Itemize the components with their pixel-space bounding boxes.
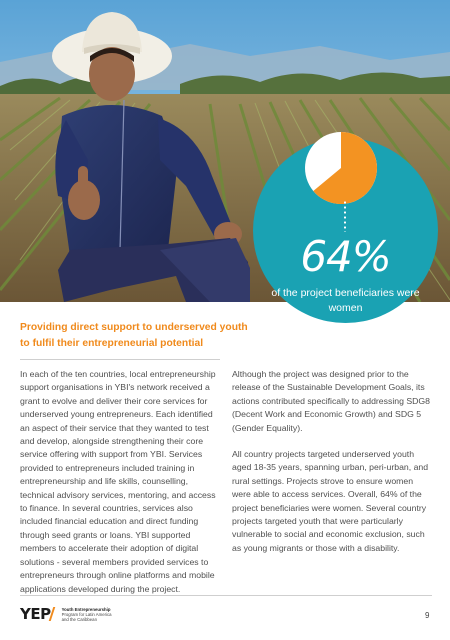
body-paragraph: In each of the ten countries, local entrepreneurship support organisations in YBI's network received a grant to evolve and deliver their core services for underserved young entrepreneurs. Each identified an aspect of their service that they wanted to test and develop, alongside strengthening their core service offering with support from YBI. Services provided to entrepreneurs included training in entrepreneurship and life skills, counselling, technical advisory services, mentoring, and access to finance. In several countries, services also included financial education and direct funding through seed grants or loans. YBI supported members to accelerate their adoption of digital solutions - several members provided services to entrepreneurs through online platforms and mobile applications developed during the project. <box>20 369 216 594</box>
body-paragraph: Although the project was designed prior to the release of the Sustainable Development Goals, its actions contributed specifically to addressing SDG8 (Decent Work and Economic Growth) and SDG 5 (Gender Equality). <box>232 369 430 433</box>
page-number: 9 <box>425 611 430 620</box>
logo-tagline <box>62 607 112 622</box>
logo-line-2: Program for Latin America <box>61 611 112 617</box>
logo-line-1: Youth Entrepreneurship <box>61 606 111 612</box>
dotted-connector <box>344 200 346 232</box>
body-paragraph: All country projects targeted underserved youth aged 18-35 years, spanning urban, peri-urban, and rural settings. Projects strove to ensure women were able to access services. Overall, 64% of the project beneficiaries were women. Several country projects targeted youth that were particularly vulnerable to social and economic exclusion, such as young migrants or those with a disability. <box>232 449 429 553</box>
headline-divider <box>20 359 220 360</box>
stat-value: 64% <box>300 232 391 281</box>
yep-logo <box>20 603 112 625</box>
logo-wordmark: YEP <box>20 605 51 623</box>
footer-divider <box>20 595 432 596</box>
section-headline: Providing direct support to underserved youth to fulfil their entrepreneurial potential <box>20 322 248 349</box>
stat-caption: of the project beneficiaries were women <box>271 287 420 314</box>
body-column-right <box>232 368 434 555</box>
body-column-left <box>20 368 222 596</box>
logo-line-3: and the Caribbean <box>61 616 97 622</box>
pie-chart <box>305 132 377 204</box>
